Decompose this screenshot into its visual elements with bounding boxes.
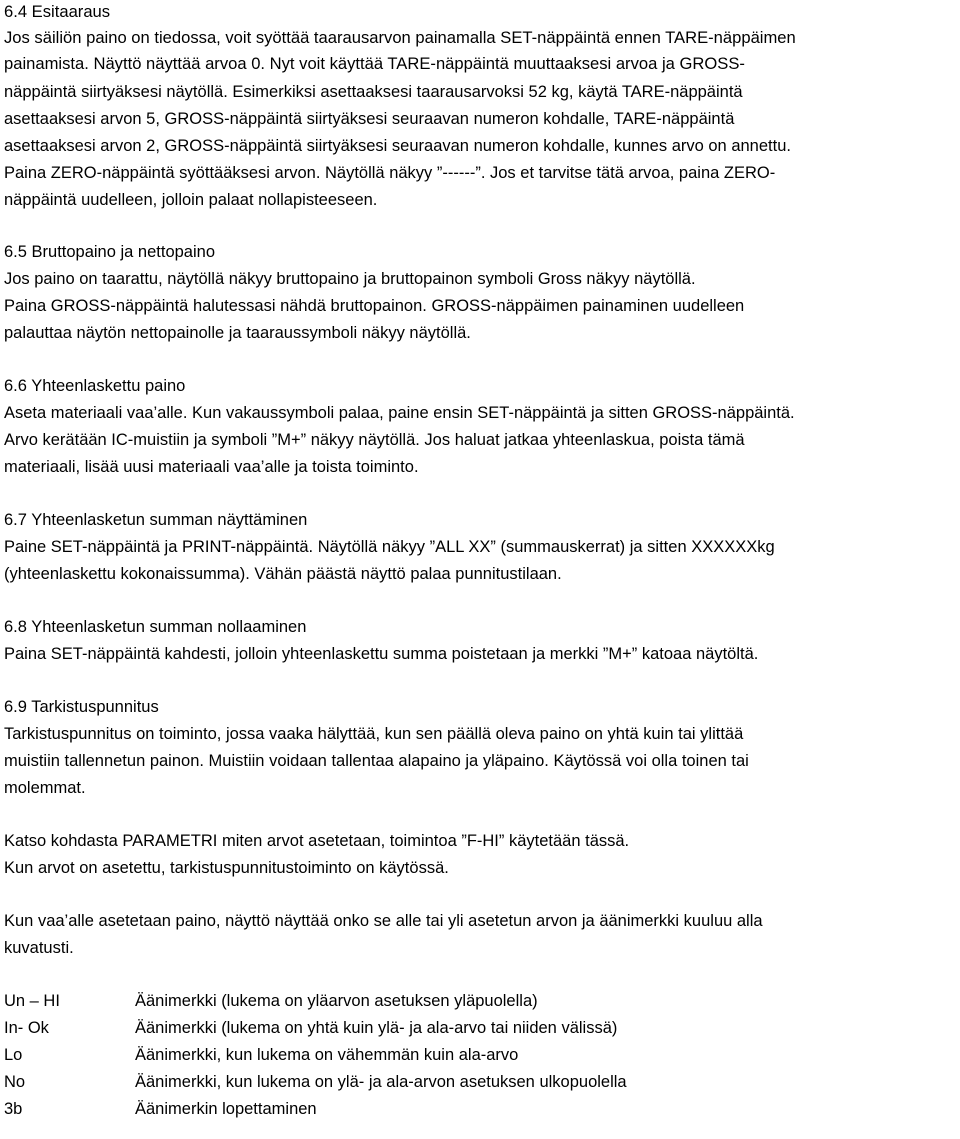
section-heading: 6.7 Yhteenlasketun summan näyttäminen — [4, 511, 308, 529]
paragraph-line: molemmat. — [4, 779, 86, 797]
alarm-code: In- Ok — [4, 1019, 49, 1037]
paragraph-line: Paina ZERO-näppäintä syöttääksesi arvon. Näytöllä näkyy ”------”. Jos et tarvitse tätä arvoa, paina ZERO- — [4, 164, 776, 182]
alarm-code-description: Äänimerkki, kun lukema on vähemmän kuin ala-arvo — [135, 1046, 519, 1064]
paragraph-line: asettaaksesi arvon 2, GROSS-näppäintä siirtyäksesi seuraavan numeron kohdalle, kunnes arvo on annettu. — [4, 137, 791, 155]
paragraph-line: Tarkistuspunnitus on toiminto, jossa vaaka hälyttää, kun sen päällä oleva paino on yhtä kuin tai ylittää — [4, 725, 744, 743]
paragraph-line: Kun vaa’alle asetetaan paino, näyttö näyttää onko se alle tai yli asetetun arvon ja äänimerkki kuuluu alla — [4, 912, 763, 930]
paragraph-line: Jos paino on taarattu, näytöllä näkyy bruttopaino ja bruttopainon symboli Gross näkyy näytöllä. — [4, 270, 696, 288]
paragraph-line: Paina GROSS-näppäintä halutessasi nähdä bruttopainon. GROSS-näppäimen painaminen uudelleen — [4, 297, 745, 315]
alarm-code-description: Äänimerkin lopettaminen — [135, 1100, 317, 1118]
section-heading: 6.8 Yhteenlasketun summan nollaaminen — [4, 618, 307, 636]
paragraph-line: painamista. Näyttö näyttää arvoa 0. Nyt voit käyttää TARE-näppäintä muuttaaksesi arvoa ja GROSS- — [4, 54, 745, 73]
paragraph-line: muistiin tallennetun painon. Muistiin voidaan tallentaa alapaino ja yläpaino. Käytössä voi olla toinen tai — [4, 752, 749, 770]
paragraph-line: Paine SET-näppäintä ja PRINT-näppäintä. Näytöllä näkyy ”ALL XX” (summauskerrat) ja sitten XXXXXXkg — [4, 538, 775, 556]
paragraph-line: palauttaa näytön nettopainolle ja taaraussymboli näkyy näytöllä. — [4, 324, 471, 342]
paragraph-line: Jos säiliön paino on tiedossa, voit syöttää taarausarvon painamalla SET-näppäintä ennen TARE-näppäimen — [4, 28, 796, 47]
alarm-code: 3b — [4, 1100, 23, 1118]
paragraph-line: Paina SET-näppäintä kahdesti, jolloin yhteenlaskettu summa poistetaan ja merkki ”M+” katoaa näytöltä. — [4, 645, 759, 663]
paragraph-line: materiaali, lisää uusi materiaali vaa’alle ja toista toiminto. — [4, 458, 419, 476]
section-heading: 6.9 Tarkistuspunnitus — [4, 698, 159, 716]
section-heading: 6.4 Esitaaraus — [4, 2, 111, 21]
alarm-code-description: Äänimerkki (lukema on yläarvon asetuksen yläpuolella) — [135, 992, 538, 1010]
alarm-code: Lo — [4, 1046, 23, 1064]
alarm-code-description: Äänimerkki, kun lukema on ylä- ja ala-arvon asetuksen ulkopuolella — [135, 1073, 627, 1091]
alarm-code: No — [4, 1073, 26, 1091]
alarm-code: Un – HI — [4, 992, 60, 1010]
paragraph-line: (yhteenlaskettu kokonaissumma). Vähän päästä näyttö palaa punnitustilaan. — [4, 565, 562, 583]
paragraph-line: asettaaksesi arvon 5, GROSS-näppäintä siirtyäksesi seuraavan numeron kohdalle, TARE-näppäintä — [4, 110, 735, 128]
alarm-code-description: Äänimerkki (lukema on yhtä kuin ylä- ja ala-arvo tai niiden välissä) — [135, 1019, 618, 1037]
section-heading: 6.5 Bruttopaino ja nettopaino — [4, 243, 215, 261]
paragraph-line: näppäintä siirtyäksesi näytöllä. Esimerkiksi asettaaksesi taarausarvoksi 52 kg, käytä TARE-näppäintä — [4, 83, 743, 101]
paragraph-line: kuvatusti. — [4, 939, 74, 957]
paragraph-line: Katso kohdasta PARAMETRI miten arvot asetetaan, toimintoa ”F-HI” käytetään tässä. — [4, 832, 630, 850]
section-heading: 6.6 Yhteenlaskettu paino — [4, 377, 186, 395]
paragraph-line: Arvo kerätään IC-muistiin ja symboli ”M+” näkyy näytöllä. Jos haluat jatkaa yhteenlaskua, poista tämä — [4, 431, 745, 449]
paragraph-line: näppäintä uudelleen, jolloin palaat nollapisteeseen. — [4, 191, 378, 209]
paragraph-line: Kun arvot on asetettu, tarkistuspunnitustoiminto on käytössä. — [4, 859, 449, 877]
paragraph-line: Aseta materiaali vaa’alle. Kun vakaussymboli palaa, paine ensin SET-näppäintä ja sitten GROSS-näppäintä. — [4, 404, 795, 422]
